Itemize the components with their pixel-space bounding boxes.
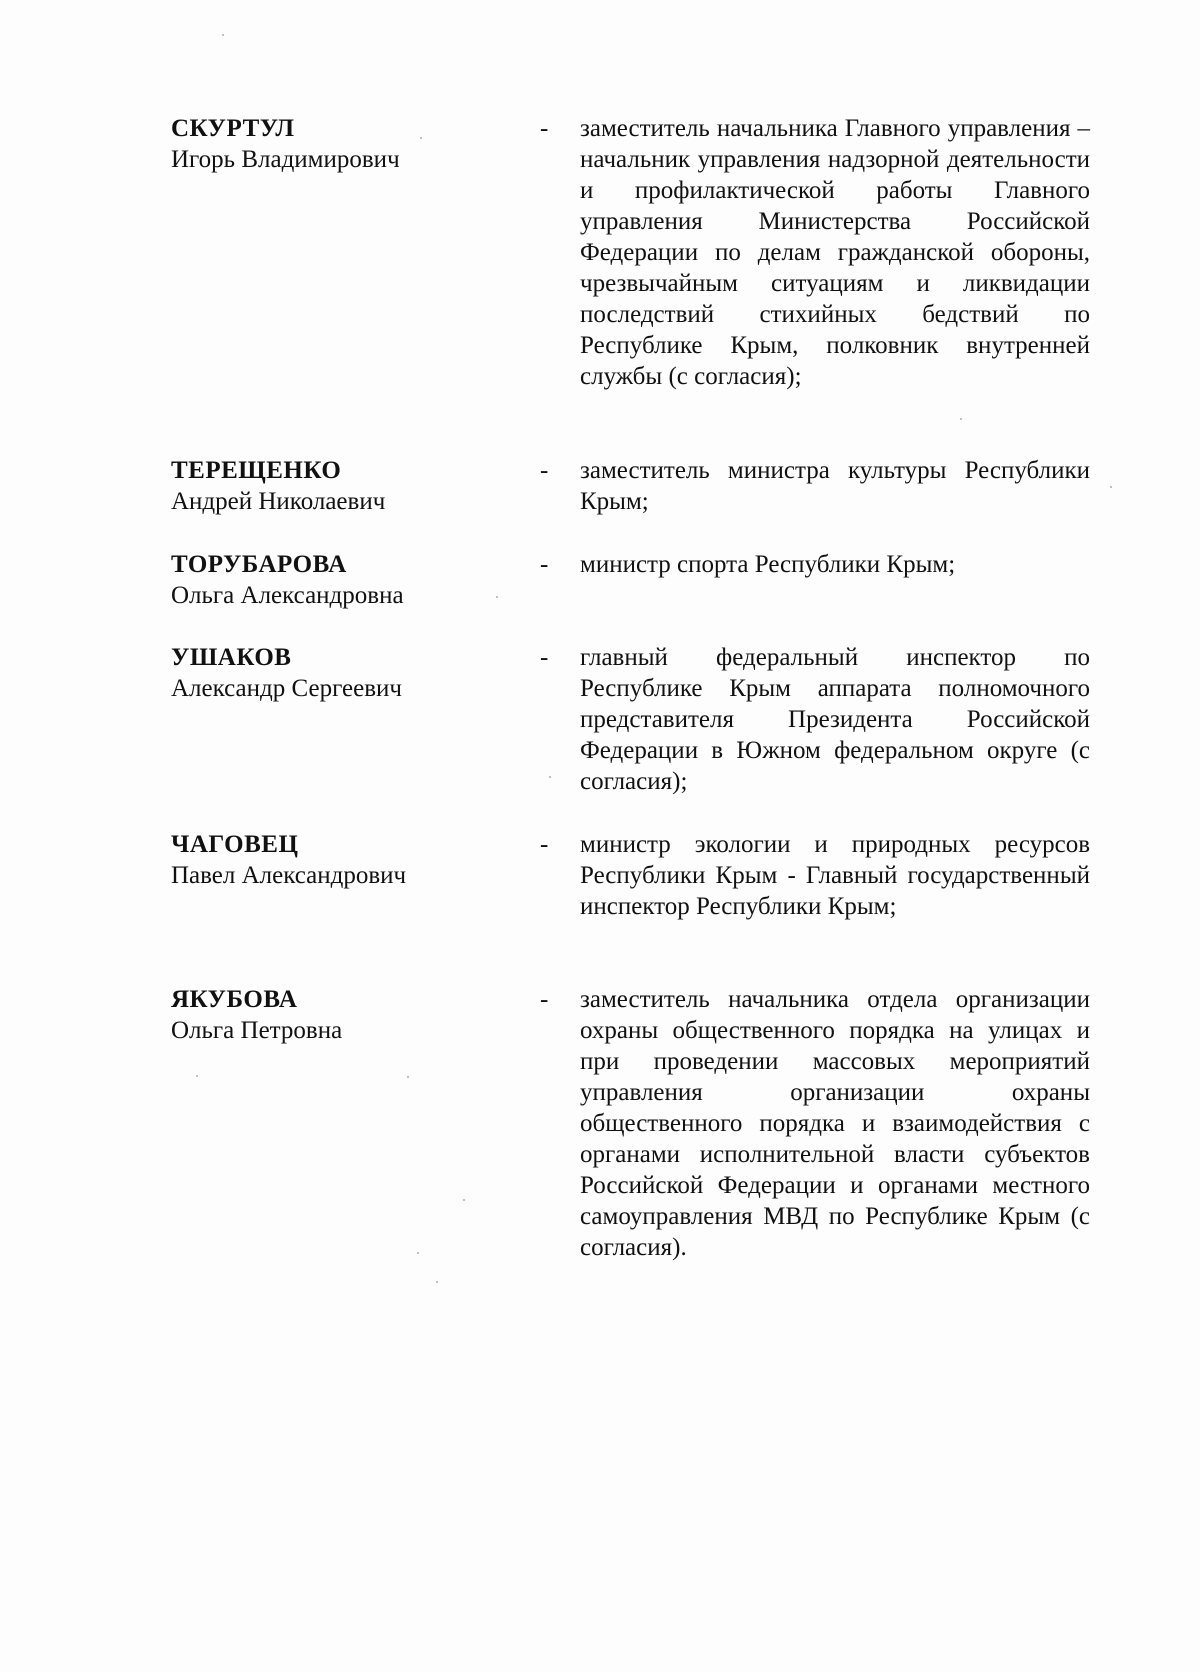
scan-speck: [549, 776, 551, 778]
member-surname: ЯКУБОВА: [171, 986, 298, 1013]
scan-speck: [420, 137, 422, 139]
scan-speck: [417, 1252, 419, 1254]
scan-speck: [222, 34, 224, 36]
scan-speck: [1110, 486, 1112, 488]
entry-dash: -: [540, 986, 549, 1013]
member-given-name: Александр Сергеевич: [171, 675, 402, 702]
member-surname: УШАКОВ: [171, 644, 292, 671]
member-given-name: Ольга Петровна: [171, 1017, 343, 1044]
member-name: [171, 984, 511, 1046]
scan-speck: [436, 1281, 438, 1283]
member-name: [171, 642, 511, 704]
member-position: заместитель министра культуры Республики Крым;: [580, 457, 1090, 515]
member-position: министр спорта Республики Крым;: [580, 551, 956, 578]
member-given-name: Ольга Александровна: [171, 582, 404, 609]
scan-speck: [960, 418, 962, 420]
entry-dash: -: [540, 644, 549, 671]
member-name: [171, 829, 511, 891]
member-surname: ТЕРЕЩЕНКО: [171, 457, 342, 484]
member-surname: ТОРУБАРОВА: [171, 551, 347, 578]
member-name: [171, 549, 511, 611]
scan-speck: [407, 1076, 409, 1078]
entry-dash: -: [540, 457, 549, 484]
member-surname: ЧАГОВЕЦ: [171, 831, 299, 858]
entry-dash: -: [540, 551, 549, 578]
scan-speck: [463, 1199, 465, 1201]
member-surname: СКУРТУЛ: [171, 115, 295, 142]
member-given-name: Павел Александрович: [171, 862, 407, 889]
member-position: главный федеральный инспектор по Республике Крым аппарата полномочного представителя Президента Российской Федерации в Южном федеральном округе (с согласия);: [580, 644, 1090, 795]
member-position: заместитель начальника отдела организации охраны общественного порядка на улицах и при проведении массовых мероприятий управления организации охраны общественного порядка и взаимодействия с органами исполнительной власти субъектов Российской Федерации и органами местного самоуправления МВД по Республике Крым (с согласия).: [580, 986, 1090, 1261]
member-position: заместитель начальника Главного управления – начальник управления надзорной деятельности и профилактической работы Главного управления Министерства Российской Федерации по делам гражданской обороны, чрезвычайным ситуациям и ликвидации последствий стихийных бедствий по Республике Крым, полковник внутренней службы (с согласия);: [580, 115, 1090, 390]
member-given-name: Андрей Николаевич: [171, 488, 386, 515]
member-position: министр экологии и природных ресурсов Республики Крым - Главный государственный инспектор Республики Крым;: [580, 831, 1090, 920]
member-name: [171, 113, 511, 175]
scan-speck: [496, 596, 498, 598]
scan-speck: [196, 1075, 198, 1077]
entry-dash: -: [540, 831, 549, 858]
entry-dash: -: [540, 115, 549, 142]
member-given-name: Игорь Владимирович: [171, 146, 400, 173]
member-name: [171, 455, 511, 517]
